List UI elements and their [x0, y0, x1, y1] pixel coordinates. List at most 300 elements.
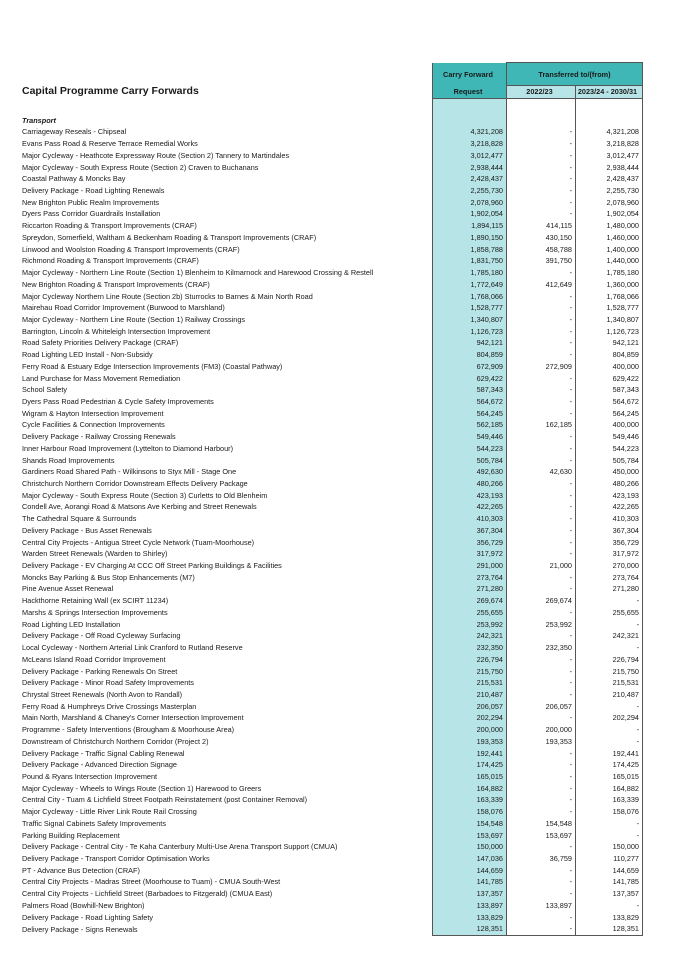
project-name: Major Cycleway - South Express Route (Section 2) Craven to Buchanans: [22, 162, 259, 172]
table-row: [20, 501, 643, 513]
table-row: [20, 595, 643, 607]
carry-forward-value: 422,265: [433, 501, 507, 513]
transfer-2023-2031-value: 110,277: [576, 853, 643, 865]
table-row: [20, 923, 643, 935]
transfer-2023-2031-value: 1,400,000: [576, 244, 643, 256]
project-name: Palmers Road (Bowhill-New Brighton): [22, 900, 145, 910]
transfer-2022-23-value: 206,057: [507, 701, 576, 713]
transfer-2022-23-value: -: [507, 443, 576, 455]
project-name: PT - Advance Bus Detection (CRAF): [22, 865, 140, 875]
project-name: Gardiners Road Shared Path - Wilkinsons to Styx Mill - Stage One: [22, 467, 237, 477]
transfer-2022-23-value: 391,750: [507, 255, 576, 267]
carry-forward-value: 202,294: [433, 712, 507, 724]
transfer-2023-2031-value: 423,193: [576, 490, 643, 502]
carry-forward-value: 158,076: [433, 806, 507, 818]
transfer-2023-2031-value: 564,672: [576, 396, 643, 408]
transfer-2023-2031-value: -: [576, 830, 643, 842]
project-name: McLeans Island Road Corridor Improvement: [22, 654, 166, 664]
project-name: Evans Pass Road & Reserve Terrace Remedial Works: [22, 139, 198, 149]
transfer-2023-2031-value: 174,425: [576, 759, 643, 771]
table-row: [20, 900, 643, 912]
carry-forward-value: 210,487: [433, 689, 507, 701]
transfer-2023-2031-value: 270,000: [576, 560, 643, 572]
transfer-2022-23-value: -: [507, 865, 576, 877]
transfer-2023-2031-value: 804,859: [576, 349, 643, 361]
project-name: Marshs & Springs Intersection Improvements: [22, 607, 168, 617]
transfer-2022-23-value: 430,150: [507, 232, 576, 244]
project-name: Land Purchase for Mass Movement Remediation: [22, 373, 181, 383]
transfer-2023-2031-value: 192,441: [576, 748, 643, 760]
carry-forward-value: 2,428,437: [433, 173, 507, 185]
table-row: [20, 208, 643, 220]
table-row: [20, 302, 643, 314]
table-row: [20, 654, 643, 666]
table-row: [20, 373, 643, 385]
transfer-2023-2031-value: 942,121: [576, 337, 643, 349]
carry-forward-value: 1,785,180: [433, 267, 507, 279]
carry-forward-value: 147,036: [433, 853, 507, 865]
project-name: Central City Projects - Antigua Street Cycle Network (Tuam-Moorhouse): [22, 537, 255, 547]
transfer-2023-2031-value: 1,360,000: [576, 279, 643, 291]
project-name: New Brighton Roading & Transport Improvements (CRAF): [22, 279, 210, 289]
transfer-2022-23-value: 42,630: [507, 466, 576, 478]
transfer-2023-2031-value: 271,280: [576, 583, 643, 595]
table-row: [20, 291, 643, 303]
table-row: [20, 314, 643, 326]
transfer-2023-2031-value: 150,000: [576, 841, 643, 853]
transfer-2022-23-value: -: [507, 126, 576, 138]
table-row: [20, 701, 643, 713]
table-row: [20, 396, 643, 408]
carry-forward-value: 253,992: [433, 619, 507, 631]
transfer-2023-2031-value: 410,303: [576, 513, 643, 525]
transfer-2022-23-value: 412,649: [507, 279, 576, 291]
carry-forward-value: 154,548: [433, 818, 507, 830]
transfer-2022-23-value: -: [507, 548, 576, 560]
table-row: [20, 443, 643, 455]
page-title: Capital Programme Carry Forwards: [22, 85, 199, 98]
table-row: [20, 759, 643, 771]
project-name: Linwood and Woolston Roading & Transport Improvements (CRAF): [22, 244, 240, 254]
transfer-2023-2031-value: 1,340,807: [576, 314, 643, 326]
transfer-2022-23-value: 154,548: [507, 818, 576, 830]
carry-forward-value: 367,304: [433, 525, 507, 537]
transfer-2023-2031-value: 164,882: [576, 783, 643, 795]
carry-forward-value: 215,750: [433, 666, 507, 678]
transfer-2023-2031-value: 367,304: [576, 525, 643, 537]
project-name: The Cathedral Square & Surrounds: [22, 514, 137, 524]
carry-forward-value: 1,528,777: [433, 302, 507, 314]
project-name: Downstream of Christchurch Northern Corridor (Project 2): [22, 736, 209, 746]
transfer-2023-2031-value: -: [576, 736, 643, 748]
carry-forward-value: 1,831,750: [433, 255, 507, 267]
transfer-2022-23-value: -: [507, 208, 576, 220]
carry-forward-value: 226,794: [433, 654, 507, 666]
table-row: [20, 173, 643, 185]
table-row: [20, 197, 643, 209]
project-name: Condell Ave, Aorangi Road & Matsons Ave Kerbing and Street Renewals: [22, 502, 257, 512]
carry-forward-value: 1,894,115: [433, 220, 507, 232]
transfer-2023-2031-value: 273,764: [576, 572, 643, 584]
carry-forward-value: 480,266: [433, 478, 507, 490]
project-name: Delivery Package - Advanced Direction Signage: [22, 760, 177, 770]
table-row: [20, 548, 643, 560]
carry-forward-value: 206,057: [433, 701, 507, 713]
project-name: Dyers Pass Road Pedestrian & Cycle Safety Improvements: [22, 396, 214, 406]
carry-forward-value: 1,768,066: [433, 291, 507, 303]
project-name: Richmond Roading & Transport Improvements (CRAF): [22, 256, 199, 266]
project-name: Delivery Package - Road Lighting Renewals: [22, 186, 165, 196]
table-row: [20, 220, 643, 232]
carry-forward-value: 144,659: [433, 865, 507, 877]
project-name: Major Cycleway - Little River Link Route Rail Crossing: [22, 807, 197, 817]
transfer-2022-23-value: 193,353: [507, 736, 576, 748]
carry-forward-value: 255,655: [433, 607, 507, 619]
transfer-2022-23-value: -: [507, 455, 576, 467]
project-name: Delivery Package - Bus Asset Renewals: [22, 525, 152, 535]
project-name: Parking Building Replacement: [22, 830, 120, 840]
table-row: [20, 677, 643, 689]
project-name: School Safety: [22, 385, 68, 395]
project-name: Delivery Package - Signs Renewals: [22, 924, 138, 934]
table-row: [20, 431, 643, 443]
transfer-2023-2031-value: 544,223: [576, 443, 643, 455]
transfer-2022-23-value: 133,897: [507, 900, 576, 912]
carry-forward-value: 2,938,444: [433, 162, 507, 174]
table-row: [20, 419, 643, 431]
transfer-2023-2031-value: 128,351: [576, 923, 643, 935]
transfer-2023-2031-value: 226,794: [576, 654, 643, 666]
transfer-2022-23-value: -: [507, 384, 576, 396]
table-row: [20, 150, 643, 162]
carry-forward-value: 629,422: [433, 373, 507, 385]
project-name: Delivery Package - Minor Road Safety Improvements: [22, 678, 194, 688]
project-name: Mairehau Road Corridor Improvement (Burwood to Marshland): [22, 303, 225, 313]
project-name: Barrington, Lincoln & Whiteleigh Intersection Improvement: [22, 326, 211, 336]
table-row: [20, 689, 643, 701]
transfer-2022-23-value: -: [507, 162, 576, 174]
table-row: [20, 818, 643, 830]
carry-forward-value: 1,902,054: [433, 208, 507, 220]
carry-forward-value: 4,321,208: [433, 126, 507, 138]
carry-forward-value: 291,000: [433, 560, 507, 572]
project-name: Delivery Package - EV Charging At CCC Off Street Parking Buildings & Facilities: [22, 561, 282, 571]
header-row-1: [20, 63, 643, 86]
project-name: Shands Road Improvements: [22, 455, 115, 465]
transfer-2023-2031-value: -: [576, 595, 643, 607]
table-row: [20, 748, 643, 760]
project-name: Carriageway Reseals - Chipseal: [22, 127, 127, 137]
carry-forward-value: 356,729: [433, 537, 507, 549]
transfer-2023-2031-value: 480,266: [576, 478, 643, 490]
table-row: [20, 572, 643, 584]
carry-forward-value: 942,121: [433, 337, 507, 349]
transfer-2023-2031-value: 2,428,437: [576, 173, 643, 185]
project-name: Major Cycleway - Northern Line Route (Section 1) Blenheim to Kilmarnock and Harewood Crossing & Restell: [22, 268, 374, 278]
project-name: Delivery Package - Parking Renewals On Street: [22, 666, 178, 676]
carry-forward-value: 1,858,788: [433, 244, 507, 256]
transfer-2022-23-value: -: [507, 431, 576, 443]
carry-forward-value: 2,078,960: [433, 197, 507, 209]
carry-forward-value: 163,339: [433, 794, 507, 806]
project-name: Moncks Bay Parking & Bus Stop Enhancements (M7): [22, 572, 195, 582]
project-name: New Brighton Public Realm Improvements: [22, 197, 160, 207]
transfer-2022-23-value: -: [507, 666, 576, 678]
transfer-2023-2031-value: 587,343: [576, 384, 643, 396]
transfer-2022-23-value: -: [507, 841, 576, 853]
transfer-2022-23-value: -: [507, 138, 576, 150]
transfer-2022-23-value: -: [507, 501, 576, 513]
project-name: Delivery Package - Central City - Te Kaha Canterbury Multi-Use Arena Transport Support (CMUA): [22, 842, 338, 852]
transfer-2022-23-value: -: [507, 267, 576, 279]
transfer-2022-23-value: -: [507, 291, 576, 303]
transfer-2022-23-value: -: [507, 326, 576, 338]
project-name: Delivery Package - Off Road Cycleway Surfacing: [22, 631, 181, 641]
carry-forward-value: 3,218,828: [433, 138, 507, 150]
table-row: [20, 607, 643, 619]
transfer-2022-23-value: -: [507, 572, 576, 584]
section-title: Transport: [22, 115, 56, 125]
transfer-2022-23-value: 414,115: [507, 220, 576, 232]
transfer-2023-2031-value: 505,784: [576, 455, 643, 467]
transfer-2022-23-value: -: [507, 150, 576, 162]
carry-forward-value: 153,697: [433, 830, 507, 842]
project-name: Pound & Ryans Intersection Improvement: [22, 771, 158, 781]
project-name: Cycle Facilities & Connection Improvements: [22, 420, 165, 430]
transfer-2022-23-value: -: [507, 197, 576, 209]
table-row: [20, 630, 643, 642]
project-name: Pine Avenue Asset Renewal: [22, 584, 114, 594]
table-row: [20, 736, 643, 748]
transfer-2022-23-value: -: [507, 677, 576, 689]
transfer-2022-23-value: -: [507, 771, 576, 783]
transfer-2022-23-value: 269,674: [507, 595, 576, 607]
project-name: Major Cycleway Northern Line Route (Section 2b) Sturrocks to Barnes & Main North Road: [22, 291, 313, 301]
table-row: [20, 162, 643, 174]
carry-forward-value: 505,784: [433, 455, 507, 467]
project-name: Major Cycleway - Heathcote Expressway Route (Section 2) Tannery to Martindales: [22, 150, 290, 160]
transfer-2022-23-value: -: [507, 537, 576, 549]
transfer-2023-2031-value: 242,321: [576, 630, 643, 642]
table-row: [20, 185, 643, 197]
table-row: [20, 876, 643, 888]
spacer-row: [20, 98, 643, 115]
project-name: Delivery Package - Road Lighting Safety: [22, 912, 154, 922]
table-row: [20, 642, 643, 654]
transfer-2022-23-value: -: [507, 513, 576, 525]
transfer-2022-23-value: -: [507, 654, 576, 666]
carry-forward-value: 242,321: [433, 630, 507, 642]
carry-forward-value: 1,772,649: [433, 279, 507, 291]
transfer-2022-23-value: -: [507, 337, 576, 349]
transfer-2023-2031-value: 1,480,000: [576, 220, 643, 232]
carry-forward-value: 150,000: [433, 841, 507, 853]
project-name: Delivery Package - Transport Corridor Optimisation Works: [22, 854, 210, 863]
project-name: Riccarton Roading & Transport Improvements (CRAF): [22, 221, 197, 231]
transfer-2023-2031-value: 2,255,730: [576, 185, 643, 197]
table-row: [20, 666, 643, 678]
carry-forward-value: 1,890,150: [433, 232, 507, 244]
transfer-2023-2031-value: 3,012,477: [576, 150, 643, 162]
carry-forward-value: 141,785: [433, 876, 507, 888]
transfer-2023-2031-value: 356,729: [576, 537, 643, 549]
carry-forward-value: 165,015: [433, 771, 507, 783]
carry-forward-value: 549,446: [433, 431, 507, 443]
transfer-2023-2031-value: 2,078,960: [576, 197, 643, 209]
transfer-2023-2031-value: 564,245: [576, 408, 643, 420]
table-row: [20, 830, 643, 842]
project-name: Ferry Road & Humphreys Drive Crossings Masterplan: [22, 701, 197, 711]
project-name: Warden Street Renewals (Warden to Shirley): [22, 549, 168, 559]
table-row: [20, 384, 643, 396]
transfer-2022-23-value: 21,000: [507, 560, 576, 572]
transfer-2023-2031-value: 215,531: [576, 677, 643, 689]
table-row: [20, 232, 643, 244]
carry-forward-value: 137,357: [433, 888, 507, 900]
project-name: Central City Projects - Lichfield Street (Barbadoes to Fitzgerald) (CMUA East): [22, 889, 273, 899]
carry-forward-value: 269,674: [433, 595, 507, 607]
project-name: Dyers Pass Corridor Guardrails Installation: [22, 209, 161, 219]
carry-forward-value: 492,630: [433, 466, 507, 478]
carry-forward-value: 1,340,807: [433, 314, 507, 326]
table-row: [20, 865, 643, 877]
table-row: [20, 490, 643, 502]
table-row: [20, 349, 643, 361]
transfer-2022-23-value: 200,000: [507, 724, 576, 736]
transfer-2022-23-value: 153,697: [507, 830, 576, 842]
transfer-2022-23-value: -: [507, 478, 576, 490]
project-name: Main North, Marshland & Chaney's Corner Intersection Improvement: [22, 713, 244, 723]
table-row: [20, 267, 643, 279]
transfer-2023-2031-value: 3,218,828: [576, 138, 643, 150]
transfer-2022-23-value: -: [507, 302, 576, 314]
transfer-2022-23-value: 272,909: [507, 361, 576, 373]
transfer-2023-2031-value: 215,750: [576, 666, 643, 678]
transfer-2022-23-value: 458,788: [507, 244, 576, 256]
carry-forward-value: 128,351: [433, 923, 507, 935]
project-name: Road Safety Priorities Delivery Package (CRAF): [22, 338, 179, 348]
project-name: Central City - Tuam & Lichfield Street Footpath Reinstatement (post Container Removal): [22, 795, 308, 805]
transfer-2022-23-value: -: [507, 373, 576, 385]
transfer-2023-2031-value: 1,785,180: [576, 267, 643, 279]
table-row: [20, 326, 643, 338]
carry-forward-value: 273,764: [433, 572, 507, 584]
table-row: [20, 794, 643, 806]
transfer-2023-2031-value: -: [576, 701, 643, 713]
table-row: [20, 560, 643, 572]
carry-forward-value: 271,280: [433, 583, 507, 595]
transfer-2022-23-value: -: [507, 314, 576, 326]
carry-forward-value: 215,531: [433, 677, 507, 689]
transfer-2023-2031-value: 210,487: [576, 689, 643, 701]
transfer-2023-2031-value: 629,422: [576, 373, 643, 385]
table-row: [20, 583, 643, 595]
project-name: Inner Harbour Road Improvement (Lyttelton to Diamond Harbour): [22, 443, 234, 453]
project-name: Programme - Safety Interventions (Brougham & Moorhouse Area): [22, 725, 235, 735]
table-row: [20, 513, 643, 525]
carry-forward-value: 317,972: [433, 548, 507, 560]
project-name: Spreydon, Somerfield, Waltham & Beckenham Roading & Transport Improvements (CRAF): [22, 232, 317, 242]
transfer-2022-23-value: -: [507, 607, 576, 619]
transfer-2022-23-value: -: [507, 794, 576, 806]
transfer-2023-2031-value: 317,972: [576, 548, 643, 560]
transfer-2022-23-value: -: [507, 185, 576, 197]
table-row: [20, 255, 643, 267]
transfer-2022-23-value: -: [507, 396, 576, 408]
transfer-2023-2031-value: 202,294: [576, 712, 643, 724]
table-row: [20, 619, 643, 631]
carry-forward-value: 672,909: [433, 361, 507, 373]
carry-forward-value: 564,245: [433, 408, 507, 420]
transfer-2022-23-value: -: [507, 888, 576, 900]
project-name: Chrystal Street Renewals (North Avon to Randall): [22, 689, 183, 699]
transfer-2023-2031-value: 141,785: [576, 876, 643, 888]
table-row: [20, 912, 643, 924]
transfer-2022-23-value: -: [507, 783, 576, 795]
transfer-2023-2031-value: -: [576, 724, 643, 736]
carry-forward-value: 200,000: [433, 724, 507, 736]
transfer-2022-23-value: -: [507, 876, 576, 888]
carry-forward-value: 133,897: [433, 900, 507, 912]
transfer-2022-23-value: -: [507, 712, 576, 724]
project-name: Delivery Package - Railway Crossing Renewals: [22, 432, 176, 442]
transfer-2022-23-value: -: [507, 408, 576, 420]
carry-forward-value: 174,425: [433, 759, 507, 771]
transfer-2022-23-value: 253,992: [507, 619, 576, 631]
transfer-2023-2031-value: 158,076: [576, 806, 643, 818]
transfer-2022-23-value: -: [507, 689, 576, 701]
project-name: Road Lighting LED Install - Non-Subsidy: [22, 350, 153, 360]
table-row: [20, 361, 643, 373]
header-carry-forward: Carry Forward: [433, 63, 507, 86]
table-row: [20, 853, 643, 865]
table-row: [20, 337, 643, 349]
table-row: [20, 783, 643, 795]
transfer-2022-23-value: -: [507, 525, 576, 537]
transfer-2023-2031-value: 4,321,208: [576, 126, 643, 138]
table-row: [20, 525, 643, 537]
table-row: [20, 537, 643, 549]
header-request: Request: [433, 86, 507, 99]
transfer-2023-2031-value: 1,460,000: [576, 232, 643, 244]
table-row: [20, 138, 643, 150]
carry-forward-value: 1,126,723: [433, 326, 507, 338]
carry-forward-value: 564,672: [433, 396, 507, 408]
carry-forward-value: 3,012,477: [433, 150, 507, 162]
transfer-2022-23-value: -: [507, 583, 576, 595]
table-row: [20, 806, 643, 818]
transfer-2023-2031-value: 1,902,054: [576, 208, 643, 220]
transfer-2022-23-value: 36,759: [507, 853, 576, 865]
table-row: [20, 712, 643, 724]
carry-forward-value: 423,193: [433, 490, 507, 502]
table-row: [20, 771, 643, 783]
transfer-2023-2031-value: 450,000: [576, 466, 643, 478]
project-name: Major Cycleway - Wheels to Wings Route (Section 1) Harewood to Greers: [22, 783, 262, 793]
carry-forward-value: 193,353: [433, 736, 507, 748]
carry-forward-value: 164,882: [433, 783, 507, 795]
section-row: [20, 115, 643, 127]
transfer-2022-23-value: 162,185: [507, 419, 576, 431]
transfer-2023-2031-value: 137,357: [576, 888, 643, 900]
project-name: Coastal Pathway & Moncks Bay: [22, 174, 126, 184]
transfer-2022-23-value: -: [507, 173, 576, 185]
transfer-2023-2031-value: 400,000: [576, 361, 643, 373]
carry-forward-value: 192,441: [433, 748, 507, 760]
table-row: [20, 455, 643, 467]
transfer-2022-23-value: -: [507, 912, 576, 924]
project-name: Local Cycleway - Northern Arterial Link Cranford to Rutland Reserve: [22, 643, 243, 653]
